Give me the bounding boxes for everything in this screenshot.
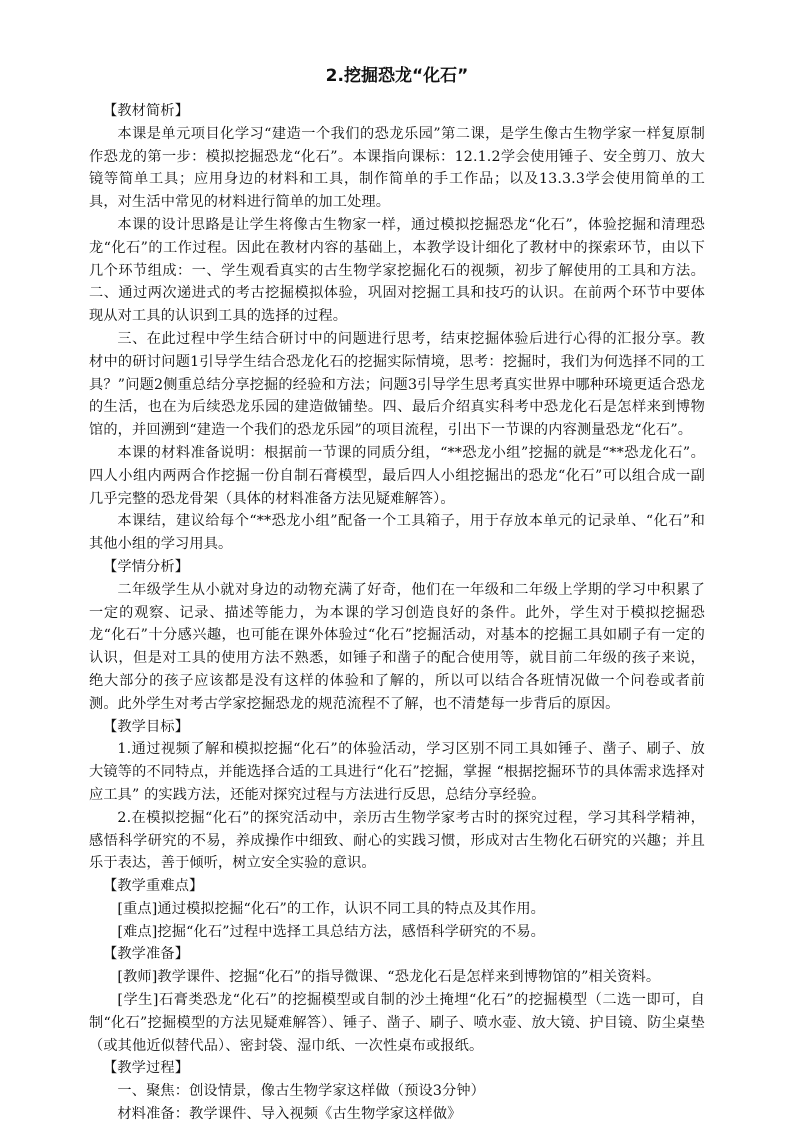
body-paragraph: 本课结，建议给每个“**恐龙小组”配备一个工具箱子，用于存放本单元的记录单、“化石”和其他小组的学习用具。: [89, 513, 705, 553]
document-body: [89, 100, 705, 1126]
body-paragraph: 本课的材料准备说明：根据前一节课的同质分组，“**恐龙小组”挖掘的就是“**恐龙化石”。四人小组内两两合作挖掘一份自制石膏模型，最后四人小组挖掘出的恐龙“化石”可以组合成一副几乎完整的恐龙骨架（具体的材料准备方法见疑难解答）。: [89, 444, 705, 507]
section-heading: 【教学重难点】: [103, 878, 204, 895]
section-heading: 【教材简析】: [103, 103, 190, 119]
section-heading: 【教学目标】: [103, 718, 190, 735]
section-heading: 【教学过程】: [103, 1060, 190, 1077]
body-paragraph: 1.通过视频了解和模拟挖掘“化石”的体验活动，学习区别不同工具如锤子、凿子、刷子、放大镜等的不同特点，并能选择合适的工具进行“化石”挖掘，掌握 “根据挖掘环节的具体需求选择对应工具” 的实践方法，还能对探究过程与方法进行反思，总结分享经验。: [89, 741, 705, 803]
body-paragraph: 2.在模拟挖掘“化石”的探究活动中，亲历古生物学家考古时的探究过程，学习其科学精神，感悟科学研究的不易，养成操作中细致、耐心的实践习惯，形成对古生物化石研究的兴趣；并且乐于表达，善于倾听，树立安全实验的意识。: [89, 809, 705, 872]
labeled-line: 一、聚焦：创设情景，像古生物学家这样做（预设3分钟）: [117, 1083, 486, 1100]
body-paragraph: [学生]石膏类恐龙“化石”的挖掘模型或自制的沙土掩埋“化石”的挖掘模型（二选一即可，自制“化石”挖掘模型的方法见疑难解答）、锤子、凿子、刷子、喷水壶、放大镜、护目镜、防尘桌垫（或其他近似替代品）、密封袋、湿巾纸、一次性桌布或报纸。: [89, 992, 705, 1054]
labeled-line: [教师]教学课件、挖掘“化石”的指导微课、“恐龙化石是怎样来到博物馆的”相关资料。: [117, 969, 661, 986]
body-paragraph: 二年级学生从小就对身边的动物充满了好奇，他们在一年级和二年级上学期的学习中积累了一定的观察、记录、描述等能力，为本课的学习创造良好的条件。此外，学生对于模拟挖掘恐龙“化石”十分感兴趣，也可能在课外体验过“化石”挖掘活动，对基本的挖掘工具如刷子有一定的认识，但是对工具的使用方法不熟悉，如锤子和凿子的配合使用等，就目前二年级的孩子来说，绝大部分的孩子应该都是没有这样的体验和了解的，所以可以结合各班情况做一个问卷或者前测。此外学生对考古学家挖掘恐龙的规范流程不了解，也不清楚每一步背后的原因。: [89, 581, 705, 712]
body-paragraph: 三、在此过程中学生结合研讨中的问题进行思考，结束挖掘体验后进行心得的汇报分享。教材中的研讨问题1引导学生结合恐龙化石的挖掘实际情境，思考：挖掘时，我们为何选择不同的工具？”问题2侧重总结分享挖掘的经验和方法；问题3引导学生思考真实世界中哪种环境更适合恐龙的生活，也在为后续恐龙乐园的建造做铺垫。四、最后介绍真实科考中恐龙化石是怎样来到博物馆的，并回溯到“建造一个我们的恐龙乐园”的项目流程，引出下一节课的内容测量恐龙“化石”。: [89, 330, 705, 439]
body-paragraph: 本课是单元项目化学习“建造一个我们的恐龙乐园”第二课，是学生像古生物学家一样复原制作恐龙的第一步：模拟挖掘恐龙“化石”。本课指向课标：12.1.2学会使用锤子、安全剪刀、放大镜等简单工具；应用身边的材料和工具，制作简单的手工作品；以及13.3.3学会使用简单的工具，对生活中常见的材料进行简单的加工处理。: [89, 125, 705, 211]
section-heading: 【学情分析】: [103, 558, 190, 575]
labeled-line: [难点]挖掘“化石”过程中选择工具总结方法，感悟科学研究的不易。: [117, 923, 546, 940]
body-paragraph: 本课的设计思路是让学生将像古生物家一样，通过模拟挖掘恐龙“化石”，体验挖掘和清理恐龙“化石”的工作过程。因此在教材内容的基础上，本教学设计细化了教材中的探索环节，由以下几个环节组成：一、学生观看真实的古生物学家挖掘化石的视频，初步了解使用的工具和方法。二、通过两次递进式的考古挖掘模拟体验，巩固对挖掘工具和技巧的认识。在前两个环节中要体现从对工具的认识到工具的选择的过程。: [89, 216, 705, 325]
section-heading: 【教学准备】: [103, 946, 190, 963]
page-title: 2.挖掘恐龙“化石”: [325, 66, 469, 86]
labeled-line: [重点]通过模拟挖掘“化石”的工作，认识不同工具的特点及其作用。: [117, 900, 546, 917]
labeled-line: 材料准备：教学课件、导入视频《古生物学家这样做》: [117, 1106, 462, 1123]
